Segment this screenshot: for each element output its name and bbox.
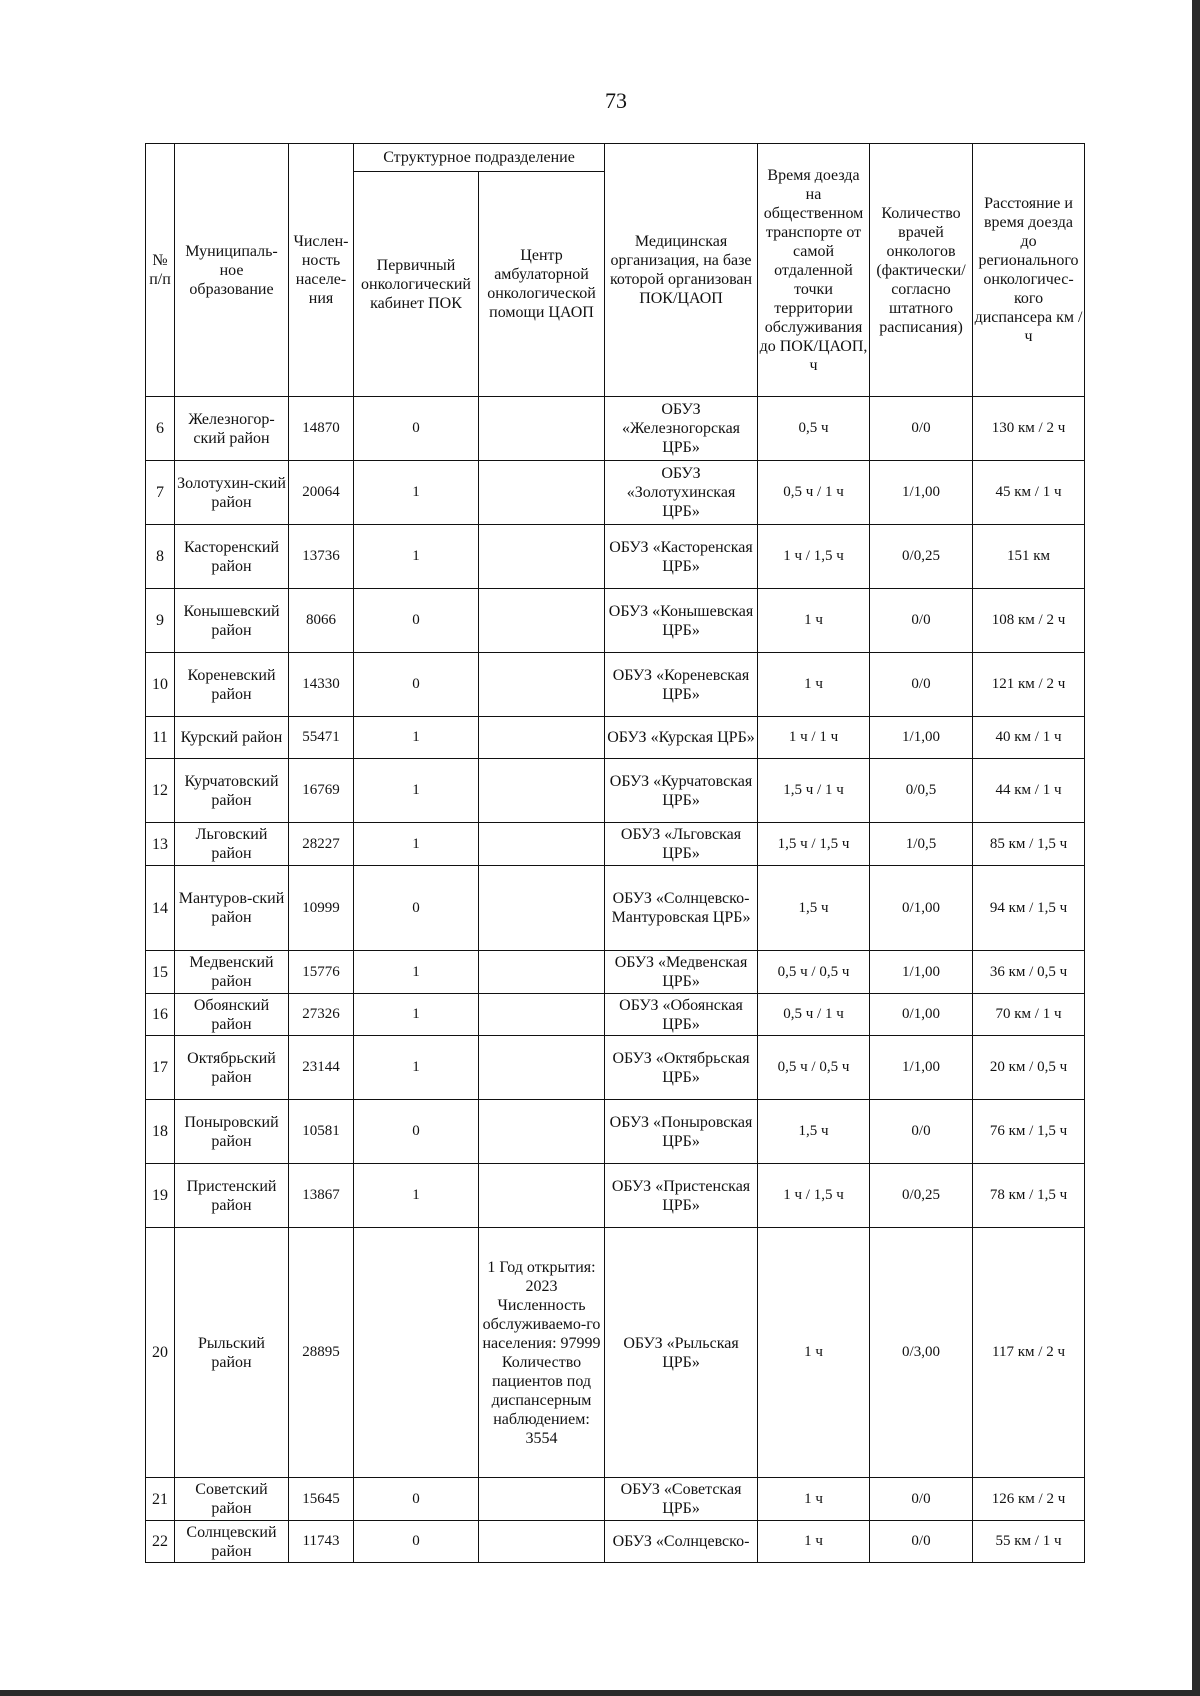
- cell-population: 27326: [289, 994, 354, 1036]
- table-row: [146, 461, 1085, 525]
- table-row: [146, 994, 1085, 1036]
- cell-transport-time: 1,5 ч: [758, 866, 870, 951]
- cell-transport-time: 0,5 ч: [758, 397, 870, 461]
- cell-oncologists: 0/0: [870, 653, 973, 717]
- cell-num: 13: [146, 823, 175, 866]
- cell-pok: 0: [354, 1100, 479, 1164]
- cell-caop: [479, 951, 605, 994]
- cell-oncologists: 1/1,00: [870, 951, 973, 994]
- cell-population: 23144: [289, 1036, 354, 1100]
- table-row: [146, 759, 1085, 823]
- cell-distance: 44 км / 1 ч: [973, 759, 1085, 823]
- header-transport-time: Время доезда на общественном транспорте от самой отдаленной точки территории обслуживания до ПОК/ЦАОП, ч: [758, 144, 870, 397]
- cell-num: 6: [146, 397, 175, 461]
- cell-municipality: Конышевский район: [175, 589, 289, 653]
- cell-num: 17: [146, 1036, 175, 1100]
- cell-num: 22: [146, 1521, 175, 1563]
- cell-pok: 0: [354, 589, 479, 653]
- cell-pok: 1: [354, 461, 479, 525]
- cell-municipality: Железногор-ский район: [175, 397, 289, 461]
- cell-caop: [479, 866, 605, 951]
- cell-caop: [479, 525, 605, 589]
- cell-caop: 1 Год открытия: 2023 Численность обслуживаемо-го населения: 97999 Количество пациентов под диспансерным наблюдением: 3554: [479, 1228, 605, 1478]
- cell-caop: [479, 589, 605, 653]
- cell-municipality: Октябрьский район: [175, 1036, 289, 1100]
- cell-caop: [479, 1478, 605, 1521]
- cell-pok: 0: [354, 653, 479, 717]
- cell-num: 16: [146, 994, 175, 1036]
- cell-pok: [354, 1228, 479, 1478]
- cell-organization: ОБУЗ «Касторенская ЦРБ»: [605, 525, 758, 589]
- cell-municipality: Курский район: [175, 717, 289, 759]
- cell-distance: 126 км / 2 ч: [973, 1478, 1085, 1521]
- cell-oncologists: 0/0: [870, 589, 973, 653]
- header-population: Числен-ность населе-ния: [289, 144, 354, 397]
- cell-caop: [479, 461, 605, 525]
- cell-oncologists: 0/0: [870, 1478, 973, 1521]
- cell-distance: 94 км / 1,5 ч: [973, 866, 1085, 951]
- table-row: [146, 1036, 1085, 1100]
- cell-caop: [479, 1036, 605, 1100]
- cell-population: 15645: [289, 1478, 354, 1521]
- cell-transport-time: 0,5 ч / 0,5 ч: [758, 1036, 870, 1100]
- cell-distance: 130 км / 2 ч: [973, 397, 1085, 461]
- cell-pok: 0: [354, 397, 479, 461]
- cell-organization: ОБУЗ «Советская ЦРБ»: [605, 1478, 758, 1521]
- cell-population: 8066: [289, 589, 354, 653]
- cell-distance: 45 км / 1 ч: [973, 461, 1085, 525]
- cell-caop: [479, 823, 605, 866]
- cell-num: 11: [146, 717, 175, 759]
- cell-num: 8: [146, 525, 175, 589]
- cell-pok: 0: [354, 1478, 479, 1521]
- cell-organization: ОБУЗ «Льговская ЦРБ»: [605, 823, 758, 866]
- cell-caop: [479, 397, 605, 461]
- cell-num: 15: [146, 951, 175, 994]
- cell-num: 19: [146, 1164, 175, 1228]
- cell-municipality: Рыльский район: [175, 1228, 289, 1478]
- cell-organization: ОБУЗ «Солнцевско-: [605, 1521, 758, 1563]
- cell-municipality: Обоянский район: [175, 994, 289, 1036]
- cell-transport-time: 0,5 ч / 0,5 ч: [758, 951, 870, 994]
- cell-distance: 36 км / 0,5 ч: [973, 951, 1085, 994]
- cell-num: 18: [146, 1100, 175, 1164]
- cell-transport-time: 1 ч: [758, 1228, 870, 1478]
- cell-municipality: Льговский район: [175, 823, 289, 866]
- table-row: [146, 1478, 1085, 1521]
- table-row: [146, 951, 1085, 994]
- cell-organization: ОБУЗ «Кореневская ЦРБ»: [605, 653, 758, 717]
- cell-transport-time: 1 ч: [758, 1478, 870, 1521]
- cell-pok: 1: [354, 1164, 479, 1228]
- table-row: [146, 1164, 1085, 1228]
- cell-oncologists: 0/1,00: [870, 866, 973, 951]
- cell-oncologists: 0/0: [870, 1100, 973, 1164]
- cell-organization: ОБУЗ «Курчатовская ЦРБ»: [605, 759, 758, 823]
- cell-organization: ОБУЗ «Золотухинская ЦРБ»: [605, 461, 758, 525]
- cell-transport-time: 1 ч / 1,5 ч: [758, 525, 870, 589]
- cell-organization: ОБУЗ «Рыльская ЦРБ»: [605, 1228, 758, 1478]
- cell-transport-time: 0,5 ч / 1 ч: [758, 461, 870, 525]
- cell-organization: ОБУЗ «Обоянская ЦРБ»: [605, 994, 758, 1036]
- cell-oncologists: 1/0,5: [870, 823, 973, 866]
- cell-organization: ОБУЗ «Конышевская ЦРБ»: [605, 589, 758, 653]
- cell-distance: 85 км / 1,5 ч: [973, 823, 1085, 866]
- cell-transport-time: 1 ч: [758, 1521, 870, 1563]
- table-row: [146, 823, 1085, 866]
- cell-num: 9: [146, 589, 175, 653]
- cell-caop: [479, 653, 605, 717]
- cell-municipality: Кореневский район: [175, 653, 289, 717]
- cell-pok: 1: [354, 759, 479, 823]
- cell-pok: 1: [354, 994, 479, 1036]
- cell-transport-time: 1 ч / 1 ч: [758, 717, 870, 759]
- cell-distance: 78 км / 1,5 ч: [973, 1164, 1085, 1228]
- cell-population: 14330: [289, 653, 354, 717]
- header-organization: Медицинская организация, на базе которой организован ПОК/ЦАОП: [605, 144, 758, 397]
- cell-organization: ОБУЗ «Пристенская ЦРБ»: [605, 1164, 758, 1228]
- header-distance: Расстояние и время доезда до регионального онкологичес-кого диспансера км / ч: [973, 144, 1085, 397]
- table-row: [146, 397, 1085, 461]
- cell-population: 28227: [289, 823, 354, 866]
- cell-population: 28895: [289, 1228, 354, 1478]
- cell-distance: 20 км / 0,5 ч: [973, 1036, 1085, 1100]
- cell-num: 10: [146, 653, 175, 717]
- cell-population: 13736: [289, 525, 354, 589]
- table-body: [146, 397, 1085, 1563]
- header-municipality: Муниципаль-ное образование: [175, 144, 289, 397]
- cell-caop: [479, 759, 605, 823]
- cell-caop: [479, 1100, 605, 1164]
- cell-num: 21: [146, 1478, 175, 1521]
- cell-organization: ОБУЗ «Солнцевско-Мантуровская ЦРБ»: [605, 866, 758, 951]
- table-row: [146, 653, 1085, 717]
- cell-municipality: Пристенский район: [175, 1164, 289, 1228]
- cell-num: 12: [146, 759, 175, 823]
- header-num: № п/п: [146, 144, 175, 397]
- cell-transport-time: 1,5 ч / 1 ч: [758, 759, 870, 823]
- cell-pok: 0: [354, 1521, 479, 1563]
- cell-population: 14870: [289, 397, 354, 461]
- scan-bottom-edge: [0, 1690, 1200, 1696]
- cell-population: 13867: [289, 1164, 354, 1228]
- cell-population: 10999: [289, 866, 354, 951]
- cell-transport-time: 1,5 ч / 1,5 ч: [758, 823, 870, 866]
- cell-population: 11743: [289, 1521, 354, 1563]
- cell-population: 55471: [289, 717, 354, 759]
- cell-organization: ОБУЗ «Поныровская ЦРБ»: [605, 1100, 758, 1164]
- cell-oncologists: 0/3,00: [870, 1228, 973, 1478]
- cell-municipality: Курчатовский район: [175, 759, 289, 823]
- table-header: [146, 144, 1085, 397]
- cell-population: 16769: [289, 759, 354, 823]
- cell-pok: 0: [354, 866, 479, 951]
- header-oncologists: Количество врачей онкологов (фактически/согласно штатного расписания): [870, 144, 973, 397]
- oncology-table: [145, 143, 1085, 1563]
- cell-transport-time: 1 ч: [758, 589, 870, 653]
- cell-distance: 151 км: [973, 525, 1085, 589]
- table-row: [146, 589, 1085, 653]
- cell-organization: ОБУЗ «Медвенская ЦРБ»: [605, 951, 758, 994]
- cell-pok: 1: [354, 1036, 479, 1100]
- cell-oncologists: 1/1,00: [870, 461, 973, 525]
- cell-transport-time: 1 ч: [758, 653, 870, 717]
- cell-pok: 1: [354, 823, 479, 866]
- cell-oncologists: 1/1,00: [870, 1036, 973, 1100]
- cell-distance: 121 км / 2 ч: [973, 653, 1085, 717]
- cell-oncologists: 0/0,25: [870, 1164, 973, 1228]
- cell-organization: ОБУЗ «Курская ЦРБ»: [605, 717, 758, 759]
- header-caop: Центр амбулаторной онкологической помощи ЦАОП: [479, 172, 605, 397]
- cell-population: 20064: [289, 461, 354, 525]
- table-row: [146, 1521, 1085, 1563]
- table-row: [146, 866, 1085, 951]
- cell-distance: 108 км / 2 ч: [973, 589, 1085, 653]
- cell-caop: [479, 717, 605, 759]
- cell-caop: [479, 1521, 605, 1563]
- table-row: [146, 1100, 1085, 1164]
- page-number: 73: [605, 88, 627, 113]
- cell-oncologists: 0/0: [870, 1521, 973, 1563]
- cell-municipality: Касторенский район: [175, 525, 289, 589]
- cell-oncologists: 0/0: [870, 397, 973, 461]
- cell-distance: 55 км / 1 ч: [973, 1521, 1085, 1563]
- cell-population: 15776: [289, 951, 354, 994]
- cell-municipality: Советский район: [175, 1478, 289, 1521]
- header-pok: Первичный онкологический кабинет ПОК: [354, 172, 479, 397]
- cell-pok: 1: [354, 525, 479, 589]
- cell-transport-time: 0,5 ч / 1 ч: [758, 994, 870, 1036]
- cell-municipality: Мантуров-ский район: [175, 866, 289, 951]
- cell-transport-time: 1,5 ч: [758, 1100, 870, 1164]
- cell-municipality: Солнцевский район: [175, 1521, 289, 1563]
- cell-oncologists: 0/0,25: [870, 525, 973, 589]
- cell-oncologists: 0/1,00: [870, 994, 973, 1036]
- cell-pok: 1: [354, 717, 479, 759]
- cell-oncologists: 1/1,00: [870, 717, 973, 759]
- cell-caop: [479, 994, 605, 1036]
- cell-num: 7: [146, 461, 175, 525]
- table-row: [146, 525, 1085, 589]
- cell-municipality: Медвенский район: [175, 951, 289, 994]
- cell-pok: 1: [354, 951, 479, 994]
- cell-population: 10581: [289, 1100, 354, 1164]
- header-structural-unit: Структурное подразделение: [354, 144, 605, 172]
- cell-distance: 40 км / 1 ч: [973, 717, 1085, 759]
- scan-right-edge: [1192, 0, 1200, 1696]
- cell-organization: ОБУЗ «Октябрьская ЦРБ»: [605, 1036, 758, 1100]
- cell-num: 20: [146, 1228, 175, 1478]
- cell-caop: [479, 1164, 605, 1228]
- cell-num: 14: [146, 866, 175, 951]
- cell-transport-time: 1 ч / 1,5 ч: [758, 1164, 870, 1228]
- cell-oncologists: 0/0,5: [870, 759, 973, 823]
- cell-distance: 76 км / 1,5 ч: [973, 1100, 1085, 1164]
- cell-distance: 70 км / 1 ч: [973, 994, 1085, 1036]
- cell-distance: 117 км / 2 ч: [973, 1228, 1085, 1478]
- table-row: [146, 1228, 1085, 1478]
- cell-municipality: Поныровский район: [175, 1100, 289, 1164]
- cell-organization: ОБУЗ «Железногорская ЦРБ»: [605, 397, 758, 461]
- cell-municipality: Золотухин-ский район: [175, 461, 289, 525]
- table-row: [146, 717, 1085, 759]
